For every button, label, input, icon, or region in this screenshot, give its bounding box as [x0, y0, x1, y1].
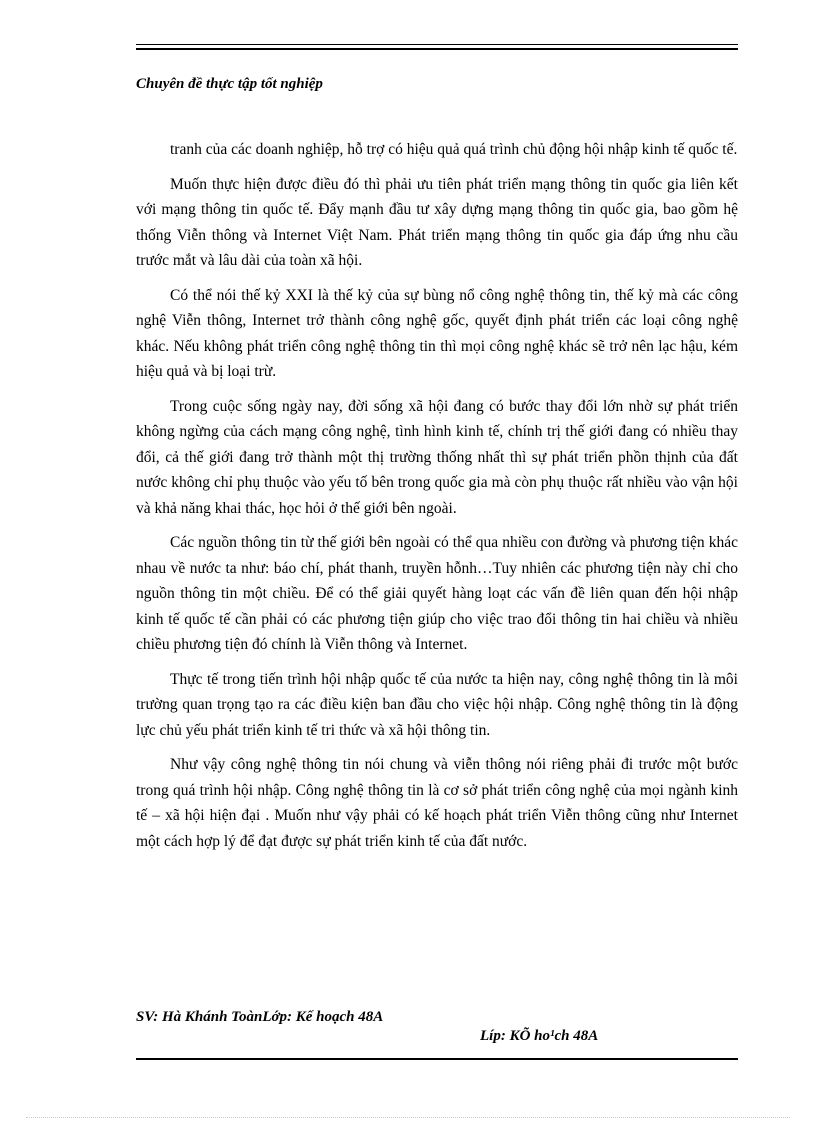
header-title: Chuyên đề thực tập tốt nghiệp	[136, 76, 323, 92]
paragraph-1: tranh của các doanh nghiệp, hỗ trợ có hiệu quả quá trình chủ động hội nhập kinh tế quốc tế.	[170, 141, 738, 158]
paragraph-4: Trong cuộc sống ngày nay, đời sống xã hội đang có bước thay đổi lớn nhờ sự phát triển không ngừng của cách mạng công nghệ, tình hình kinh tế, chính trị thế giới đang có nhiều thay đổi, cả thế giới đang trở thành một thị trường thống nhất thì sự phát triển phồn thịnh của đất nước không chỉ phụ thuộc vào yếu tố bên trong quốc gia mà còn phụ thuộc rất nhiều vào vận hội và khả năng khai thác, học hỏi ở thế giới bên ngoài.	[136, 397, 738, 517]
paragraph-5: Các nguồn thông tin từ thế giới bên ngoài có thể qua nhiều con đường và phương tiện khác nhau về nước ta như: báo chí, phát thanh, truyền hỗnh…Tuy nhiên các phương tiện này chỉ cho nguồn thông tin một chiều. Để có thể giải quyết hàng loạt các vấn đề liên quan đến hội nhập kinh tế quốc tế cần phải có các phương tiện giúp cho việc trao đổi thông tin hai chiều và nhiều chiều phương tiện đó chính là Viễn thông và Internet.	[136, 534, 738, 653]
paragraph-7: Như vậy công nghệ thông tin nói chung và viễn thông nói riêng phải đi trước một bước trong quá trình hội nhập. Công nghệ thông tin là cơ sở phát triển công nghệ của mọi ngành kinh tế – xã hội hiện đại . Muốn như vậy phải có kế hoạch phát triển Viễn thông cũng như Internet một cách hợp lý để đạt được sự phát triển kinh tế của đất nước.	[136, 756, 738, 850]
footer-student-line	[136, 1009, 383, 1026]
footer-class-legacy: Líp: KÕ ho¹ch 48A	[480, 1028, 599, 1044]
footer-student-name: SV: Hà Khánh Toàn	[136, 1009, 263, 1025]
page-edge	[26, 1117, 790, 1118]
paragraph-3: Có thể nói thế kỷ XXI là thế kỷ của sự bùng nổ công nghệ thông tin, thế kỷ mà các công nghệ Viễn thông, Internet trở thành công nghệ gốc, quyết định phát triển các loại công nghệ khác. Nếu không phát triển công nghệ thông tin thì mọi công nghệ khác sẽ trở nên lạc hậu, kém hiệu quả và bị loại trừ.	[136, 286, 738, 380]
footer-class: Lớp: Kế hoạch 48A	[262, 1009, 384, 1025]
paragraph-6: Thực tế trong tiến trình hội nhập quốc tế của nước ta hiện nay, công nghệ thông tin là môi trường quan trọng tạo ra các điều kiện ban đầu cho việc hội nhập. Công nghệ thông tin là động lực chủ yếu phát triển kinh tế tri thức và xã hội thông tin.	[136, 670, 738, 739]
paragraph-2: Muốn thực hiện được điều đó thì phải ưu tiên phát triển mạng thông tin quốc gia liên kết với mạng thông tin quốc tế. Đẩy mạnh đầu tư xây dựng mạng thông tin quốc gia, bao gồm hệ thống Viễn thông và Internet Việt Nam. Phát triển mạng thông tin quốc gia đáp ứng nhu cầu trước mắt và lâu dài của toàn xã hội.	[136, 175, 738, 269]
header-rule	[136, 44, 738, 50]
document-body	[136, 137, 738, 863]
footer-rule	[136, 1058, 738, 1060]
